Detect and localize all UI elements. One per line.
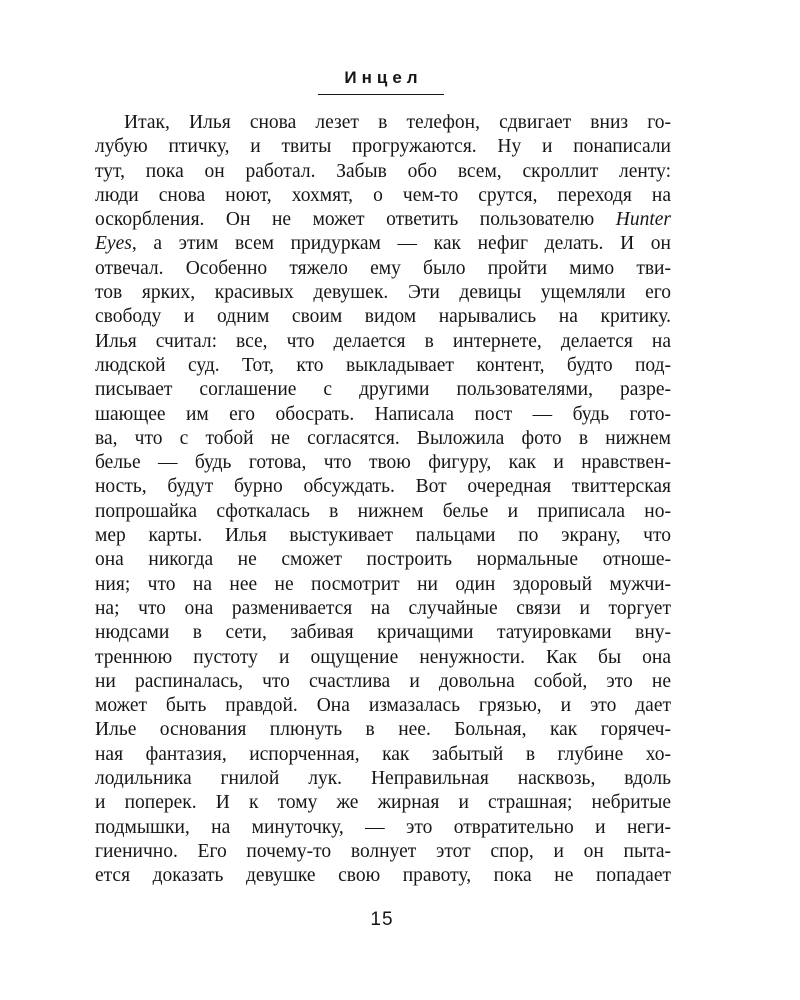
text-line: ни распиналась, что счастлива и довольна собой, это не	[95, 670, 671, 692]
italic-name: Eyes	[95, 233, 132, 255]
text-line: ность, будут бурно обсуждать. Вот очередная твиттерская	[95, 476, 671, 498]
italic-name: Hunter	[615, 209, 671, 231]
text-line: писывает соглашение с другими пользователями, разре-	[95, 379, 671, 401]
text-line: на; что она разменивается на случайные связи и торгует	[95, 597, 671, 619]
text-line: гиенично. Его почему-то волнует этот спор, и он пыта-	[95, 840, 671, 862]
text-line: ния; что на нее не посмотрит ни один здоровый мужчи-	[95, 573, 671, 595]
text-line: треннюю пустоту и ощущение ненужности. Как бы она	[95, 646, 671, 668]
text-line: Илье основания плюнуть в нее. Больная, как горячеч-	[95, 719, 671, 741]
text-line: ется доказать девушке свою правоту, пока не попадает	[95, 865, 671, 887]
text-line-with-italic	[95, 208, 671, 232]
text-line: люди снова ноют, хохмят, о чем-то срутся, переходя на	[95, 184, 671, 206]
text-line: мер карты. Илья выстукивает пальцами по экрану, что	[95, 525, 671, 547]
running-header	[318, 66, 444, 95]
text-line: Илья считал: все, что делается в интернете, делается на	[95, 330, 671, 352]
text-line: свободу и одним своим видом нарывались на критику.	[95, 306, 671, 328]
page-number: 15	[370, 909, 394, 930]
text-line: ная фантазия, испорченная, как забытый в глубине хо-	[95, 743, 671, 765]
text-line: может быть правдой. Она измазалась грязью, и это дает	[95, 695, 671, 717]
text-line: нюдсами в сети, забивая кричащими татуировками вну-	[95, 622, 671, 644]
text-segment: оскорбления. Он не может ответить пользователю	[95, 209, 616, 231]
text-line: она никогда не сможет построить нормальные отноше-	[95, 549, 671, 571]
text-line: и поперек. И к тому же жирная и страшная; небритые	[95, 792, 671, 814]
text-line: людской суд. Тот, кто выкладывает контент, будто под-	[95, 354, 671, 376]
text-line: белье — будь готова, что твою фигуру, как и нравствен-	[95, 452, 671, 474]
text-line: лодильника гнилой лук. Неправильная насквозь, вдоль	[95, 768, 671, 790]
text-line: лубую птичку, и твиты прогружаются. Ну и понаписали	[95, 136, 671, 158]
text-line: Итак, Илья снова лезет в телефон, сдвигает вниз го-	[124, 112, 671, 133]
text-line: отвечал. Особенно тяжело ему было пройти мимо тви-	[95, 257, 671, 279]
text-line: тут, пока он работал. Забыв обо всем, скроллит ленту:	[95, 160, 671, 182]
text-line: ва, что с тобой не согласятся. Выложила фото в нижнем	[95, 427, 671, 449]
header-rule	[318, 94, 444, 95]
text-segment: , а этим всем придуркам — как нефиг делать. И он	[131, 233, 671, 255]
text-line-with-italic	[95, 232, 671, 256]
running-title: Инцел	[344, 68, 423, 87]
text-line: шающее им его обосрать. Написала пост — будь гото-	[95, 403, 671, 425]
body-text	[95, 111, 671, 889]
text-line: подмышки, на минуточку, — это отвратительно и неги-	[95, 816, 671, 838]
text-line: тов ярких, красивых девушек. Эти девицы ущемляли его	[95, 282, 671, 304]
text-line: попрошайка сфоткалась в нижнем белье и приписала но-	[95, 500, 671, 522]
